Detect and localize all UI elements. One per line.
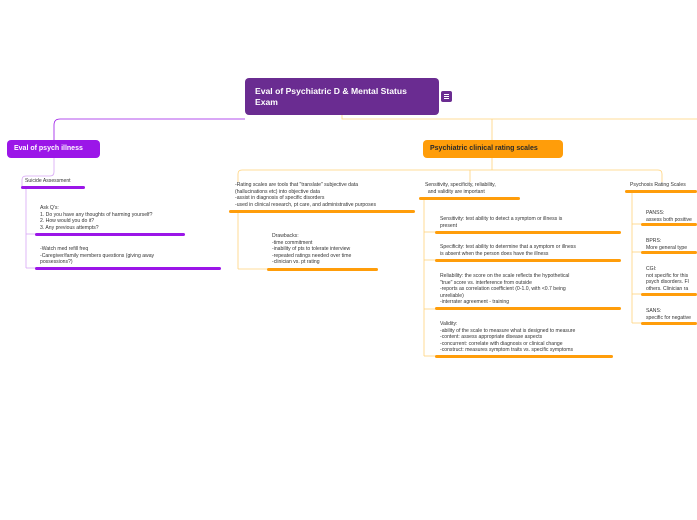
topic-underline (435, 231, 621, 234)
notes-icon[interactable] (441, 91, 452, 102)
topic-underline (435, 355, 613, 358)
topic-underline (21, 186, 85, 189)
topic-sans[interactable]: SANS: specific for negative (646, 308, 692, 321)
topic-underline (641, 322, 697, 325)
topic-underline (435, 307, 621, 310)
topic-panss[interactable]: PANSS: assess both positive (646, 210, 692, 223)
topic-underline (641, 293, 697, 296)
root-node[interactable] (245, 78, 439, 115)
topic-underline (267, 268, 378, 271)
topic-reliability[interactable]: Reliability: the score on the scale reflects the hypothetical "true" score vs. interference from outside -reports as correlation coefficient (0-1.0, with <0.7 being unreliable) -interrater agreement - training (440, 273, 570, 306)
topic-bprs[interactable]: BPRS: More general type (646, 238, 688, 251)
topic-validity[interactable]: Validity: -ability of the scale to measure what is designed to measure -content: assess appropriate disease aspects -concurrent: correlate with diagnosis or clinical change -construct: measures symptom traits vs. specific symptoms (440, 321, 576, 354)
topic-underline (35, 267, 221, 270)
topic-underline (625, 190, 697, 193)
topic-drawbacks[interactable]: Drawbacks: -time commitment -inability of pts to tolerate interview -repeated ratings needed over time -clinician vs. pt rating (272, 233, 352, 266)
topic-ask-questions[interactable]: Ask Q's: 1. Do you have any thoughts of harming yourself? 2. How would you do it? 3. Any previous attempts? (40, 205, 153, 231)
topic-underline (35, 233, 185, 236)
topic-rating-scale-definition[interactable]: -Rating scales are tools that "translate" subjective data (hallucinations etc) into objective data -assist in diagnosis of specific disorders -used in clinical research, pt care, and administrative purposes (235, 182, 376, 208)
root-title: Eval of Psychiatric D & Mental Status Exam (255, 86, 407, 107)
topic-psychosis-rating-scales[interactable]: Psychosis Rating Scales (630, 182, 686, 188)
topic-sensitivity[interactable]: Sensitivity: test ability to detect a symptom or illness is present (440, 216, 563, 229)
topic-sensitivity-specificity-header[interactable]: Sensitivity, specificity, reliability, and validity are important (425, 182, 496, 195)
branch-label: Eval of psych illness (14, 145, 83, 152)
topic-underline (641, 251, 697, 254)
topic-watch-med-refill[interactable]: -Watch med refill freq -Caregiver/family members questions (giving away possessions?) (40, 246, 155, 266)
branch-rating-scales[interactable] (423, 140, 563, 158)
topic-underline (229, 210, 415, 213)
branch-eval-psych-illness[interactable] (7, 140, 100, 158)
topic-underline (419, 197, 520, 200)
branch-label: Psychiatric clinical rating scales (430, 145, 538, 152)
topic-cgi[interactable]: CGI: not specific for this psych disorders. Fl others. Clinician ra (646, 266, 689, 292)
topic-underline (641, 223, 697, 226)
topic-specificity[interactable]: Specificity: test ability to determine that a symptom or illness is absent when the person does have the illness (440, 244, 576, 257)
topic-underline (435, 259, 621, 262)
topic-suicide-assessment[interactable]: Suicide Assessment (25, 178, 71, 184)
